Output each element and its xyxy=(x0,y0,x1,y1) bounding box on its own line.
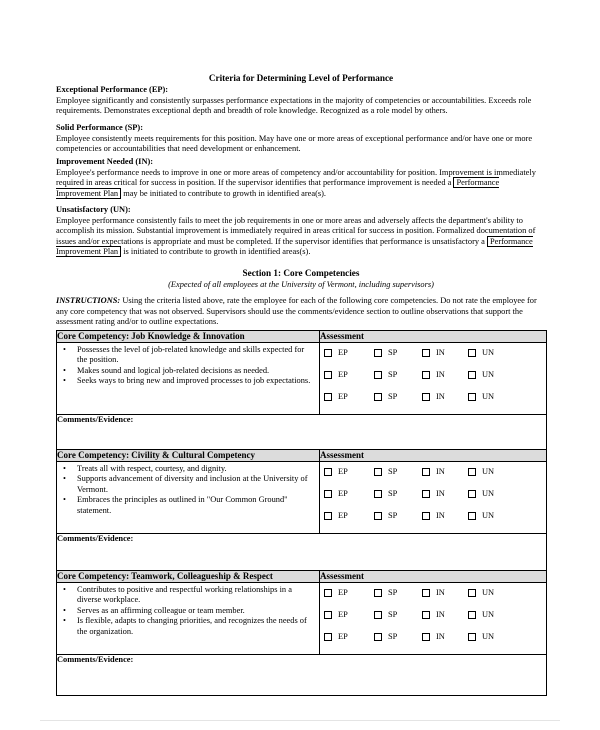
assessment-row xyxy=(320,489,546,511)
rating-label: UN xyxy=(482,348,495,357)
checkbox[interactable] xyxy=(374,468,382,476)
rating-label: EP xyxy=(338,489,348,498)
rating-label: UN xyxy=(482,370,495,379)
rating-option-un[interactable] xyxy=(468,370,494,380)
assessment-options xyxy=(320,462,547,534)
criteria-text: Employee significantly and consistently surpasses performance expectations in the majority of competencies or accountabilities. Exceeds role requirements. Demonstrates exceptional depth and breadth of role knowledge. Recognized as a role model by others. xyxy=(56,95,532,116)
competency-title: Core Competency: Job Knowledge & Innovation xyxy=(57,331,320,343)
rating-option-in[interactable] xyxy=(422,489,445,499)
assessment-header: Assessment xyxy=(320,331,547,343)
criteria-heading: Exceptional Performance (EP): xyxy=(56,85,169,94)
checkbox[interactable] xyxy=(374,371,382,379)
rating-option-ep[interactable] xyxy=(324,467,348,477)
rating-option-ep[interactable] xyxy=(324,588,348,598)
rating-label: SP xyxy=(388,348,398,357)
bullet-item: • Seeks ways to bring new and improved processes to job expectations. xyxy=(57,376,319,386)
rating-option-sp[interactable] xyxy=(374,392,397,402)
rating-label: EP xyxy=(338,467,348,476)
rating-label: UN xyxy=(482,610,495,619)
rating-label: IN xyxy=(436,489,445,498)
checkbox[interactable] xyxy=(324,589,332,597)
criteria-exceptional xyxy=(56,85,546,117)
assessment-header: Assessment xyxy=(320,571,547,583)
rating-option-sp[interactable] xyxy=(374,511,397,521)
rating-label: EP xyxy=(338,588,348,597)
assessment-options xyxy=(320,583,547,655)
checkbox[interactable] xyxy=(468,349,476,357)
checkbox[interactable] xyxy=(374,589,382,597)
rating-option-un[interactable] xyxy=(468,632,494,642)
checkbox[interactable] xyxy=(374,393,382,401)
rating-option-un[interactable] xyxy=(468,467,494,477)
bullet-item: • Serves as an affirming colleague or team member. xyxy=(57,606,319,616)
criteria-text-before: Employee performance consistently fails to meet the job requirements in one or more areas and adversely affects the department's ability to accomplish its mission. Substantial improvement is immediately required in areas critical for success in position. Formalized documentation of issues and/or expectations is appropriate and must be completed. If the supervisor identifies that performance is unsatisfactory a xyxy=(56,215,536,246)
checkbox[interactable] xyxy=(324,633,332,641)
rating-option-ep[interactable] xyxy=(324,348,348,358)
checkbox[interactable] xyxy=(422,349,430,357)
rating-label: IN xyxy=(436,632,445,641)
bullet-item: • Possesses the level of job-related knowledge and skills expected for the position. xyxy=(57,345,319,366)
rating-label: UN xyxy=(482,588,495,597)
rating-label: IN xyxy=(436,610,445,619)
rating-label: SP xyxy=(388,489,398,498)
rating-label: EP xyxy=(338,511,348,520)
checkbox[interactable] xyxy=(324,490,332,498)
rating-option-in[interactable] xyxy=(422,511,445,521)
checkbox[interactable] xyxy=(422,512,430,520)
checkbox[interactable] xyxy=(422,589,430,597)
competency-bullets xyxy=(57,464,319,516)
checkbox[interactable] xyxy=(468,611,476,619)
assessment-row xyxy=(320,370,546,392)
bullet-item: • Treats all with respect, courtesy, and dignity. xyxy=(57,464,319,474)
checkbox[interactable] xyxy=(468,393,476,401)
rating-label: EP xyxy=(338,348,348,357)
rating-label: IN xyxy=(436,467,445,476)
checkbox[interactable] xyxy=(468,371,476,379)
checkbox[interactable] xyxy=(324,512,332,520)
checkbox[interactable] xyxy=(468,589,476,597)
rating-option-ep[interactable] xyxy=(324,392,348,402)
checkbox[interactable] xyxy=(324,393,332,401)
criteria-text-before: Employee's performance needs to improve in one or more areas of competency and/or accountability for position. Improvement is immediately required in areas critical for success in position. If the supervisor identifies that performance improvement is needed a xyxy=(56,167,536,188)
competency-title: Core Competency: Teamwork, Colleagueship & Respect xyxy=(57,571,320,583)
assessment-options xyxy=(320,343,547,415)
criteria-solid xyxy=(56,123,546,155)
rating-label: EP xyxy=(338,392,348,401)
section-subtitle: (Expected of all employees at the University of Vermont, including supervisors) xyxy=(168,280,434,289)
bullet-item: • Supports advancement of diversity and inclusion at the University of Vermont. xyxy=(57,474,319,495)
rating-option-in[interactable] xyxy=(422,632,445,642)
rating-option-sp[interactable] xyxy=(374,588,397,598)
criteria-text-after: may be initiated to contribute to growth in identified area(s). xyxy=(123,188,327,198)
competency-bullets xyxy=(57,345,319,387)
checkbox[interactable] xyxy=(468,633,476,641)
assessment-row xyxy=(320,467,546,489)
criteria-heading: Solid Performance (SP): xyxy=(56,123,143,132)
instructions-text: Using the criteria listed above, rate the employee for each of the following core competencies. Do not rate the employee for any core competency that was not observed. Supervisors should use the comments/evidence section to outline observations that support the assessment rating and/or to outline expectations. xyxy=(56,296,537,327)
assessment-row xyxy=(320,588,546,610)
competency-table-job-knowledge xyxy=(56,330,547,456)
criteria-text: Employee consistently meets requirements for this position. May have one or more areas of exceptional performance and/or have one or more competencies or accountabilities that need development or enhancement. xyxy=(56,133,533,154)
checkbox[interactable] xyxy=(468,490,476,498)
rating-option-ep[interactable] xyxy=(324,632,348,642)
checkbox[interactable] xyxy=(324,371,332,379)
competency-bullets xyxy=(57,585,319,637)
checkbox[interactable] xyxy=(324,611,332,619)
comments-label: Comments/Evidence: xyxy=(57,415,134,424)
rating-option-in[interactable] xyxy=(422,588,445,598)
checkbox[interactable] xyxy=(324,349,332,357)
rating-option-un[interactable] xyxy=(468,511,494,521)
rating-label: EP xyxy=(338,632,348,641)
rating-label: UN xyxy=(482,467,495,476)
rating-label: IN xyxy=(436,392,445,401)
rating-option-in[interactable] xyxy=(422,348,445,358)
competency-table-teamwork xyxy=(56,570,547,696)
checkbox[interactable] xyxy=(374,611,382,619)
competency-table-civility xyxy=(56,449,547,575)
rating-option-sp[interactable] xyxy=(374,610,397,620)
rating-label: SP xyxy=(388,588,398,597)
checkbox[interactable] xyxy=(422,393,430,401)
assessment-row xyxy=(320,511,546,533)
rating-option-un[interactable] xyxy=(468,610,494,620)
assessment-row xyxy=(320,632,546,654)
rating-label: IN xyxy=(436,511,445,520)
rating-label: SP xyxy=(388,632,398,641)
comments-label: Comments/Evidence: xyxy=(57,534,134,543)
comments-label: Comments/Evidence: xyxy=(57,655,134,664)
bullet-item: • Embraces the principles as outlined in "Our Common Ground" statement. xyxy=(57,495,319,516)
assessment-header: Assessment xyxy=(320,450,547,462)
rating-option-in[interactable] xyxy=(422,467,445,477)
rating-option-un[interactable] xyxy=(468,588,494,598)
rating-option-un[interactable] xyxy=(468,489,494,499)
assessment-row xyxy=(320,610,546,632)
checkbox[interactable] xyxy=(422,371,430,379)
checkbox[interactable] xyxy=(422,468,430,476)
rating-label: IN xyxy=(436,370,445,379)
checkbox[interactable] xyxy=(324,468,332,476)
instructions-label: INSTRUCTIONS: xyxy=(56,296,121,305)
checkbox[interactable] xyxy=(468,512,476,520)
competency-title: Core Competency: Civility & Cultural Competency xyxy=(57,450,320,462)
criteria-improvement xyxy=(56,157,546,199)
criteria-heading: Improvement Needed (IN): xyxy=(56,157,154,166)
rating-label: SP xyxy=(388,392,398,401)
rating-option-sp[interactable] xyxy=(374,370,397,380)
criteria-text xyxy=(56,216,546,258)
rating-label: EP xyxy=(338,370,348,379)
checkbox[interactable] xyxy=(374,512,382,520)
rating-label: IN xyxy=(436,348,445,357)
rating-label: UN xyxy=(482,392,495,401)
checkbox[interactable] xyxy=(374,490,382,498)
criteria-heading: Unsatisfactory (UN): xyxy=(56,205,131,214)
rating-option-sp[interactable] xyxy=(374,467,397,477)
rating-option-in[interactable] xyxy=(422,370,445,380)
rating-option-un[interactable] xyxy=(468,392,494,402)
assessment-row xyxy=(320,392,546,414)
rating-option-ep[interactable] xyxy=(324,489,348,499)
checkbox[interactable] xyxy=(374,349,382,357)
rating-option-sp[interactable] xyxy=(374,632,397,642)
page-bottom-divider xyxy=(40,720,560,721)
checkbox[interactable] xyxy=(422,633,430,641)
assessment-row xyxy=(320,348,546,370)
comments-evidence-field[interactable] xyxy=(57,655,547,696)
checkbox[interactable] xyxy=(422,490,430,498)
criteria-unsatisfactory xyxy=(56,205,546,258)
rating-label: SP xyxy=(388,467,398,476)
rating-label: IN xyxy=(436,588,445,597)
instructions xyxy=(56,296,546,328)
comments-evidence-field[interactable] xyxy=(57,534,547,575)
criteria-text-after: is initiated to contribute to growth in identified areas(s). xyxy=(123,247,311,257)
bullet-item: • Makes sound and logical job-related decisions as needed. xyxy=(57,366,319,376)
rating-option-in[interactable] xyxy=(422,610,445,620)
rating-label: EP xyxy=(338,610,348,619)
criteria-title: Criteria for Determining Level of Performance xyxy=(208,73,394,83)
rating-option-ep[interactable] xyxy=(324,610,348,620)
rating-label: SP xyxy=(388,370,398,379)
rating-label: UN xyxy=(482,632,495,641)
rating-label: SP xyxy=(388,610,398,619)
bullet-item: • Contributes to positive and respectful working relationships in a diverse workplace. xyxy=(57,585,319,606)
rating-label: UN xyxy=(482,489,495,498)
checkbox[interactable] xyxy=(468,468,476,476)
bullet-item: • Is flexible, adapts to changing priorities, and recognizes the needs of the organization. xyxy=(57,616,319,637)
rating-option-un[interactable] xyxy=(468,348,494,358)
rating-option-sp[interactable] xyxy=(374,489,397,499)
checkbox[interactable] xyxy=(374,633,382,641)
pip-link[interactable]: Performance Improvement Plan xyxy=(56,236,533,257)
rating-label: SP xyxy=(388,511,398,520)
rating-option-sp[interactable] xyxy=(374,348,397,358)
criteria-text xyxy=(56,168,546,200)
pip-link[interactable]: Performance Improvement Plan xyxy=(56,178,500,198)
checkbox[interactable] xyxy=(422,611,430,619)
rating-option-ep[interactable] xyxy=(324,370,348,380)
rating-option-in[interactable] xyxy=(422,392,445,402)
rating-label: UN xyxy=(482,511,495,520)
rating-option-ep[interactable] xyxy=(324,511,348,521)
section-title: Section 1: Core Competencies xyxy=(242,268,360,278)
